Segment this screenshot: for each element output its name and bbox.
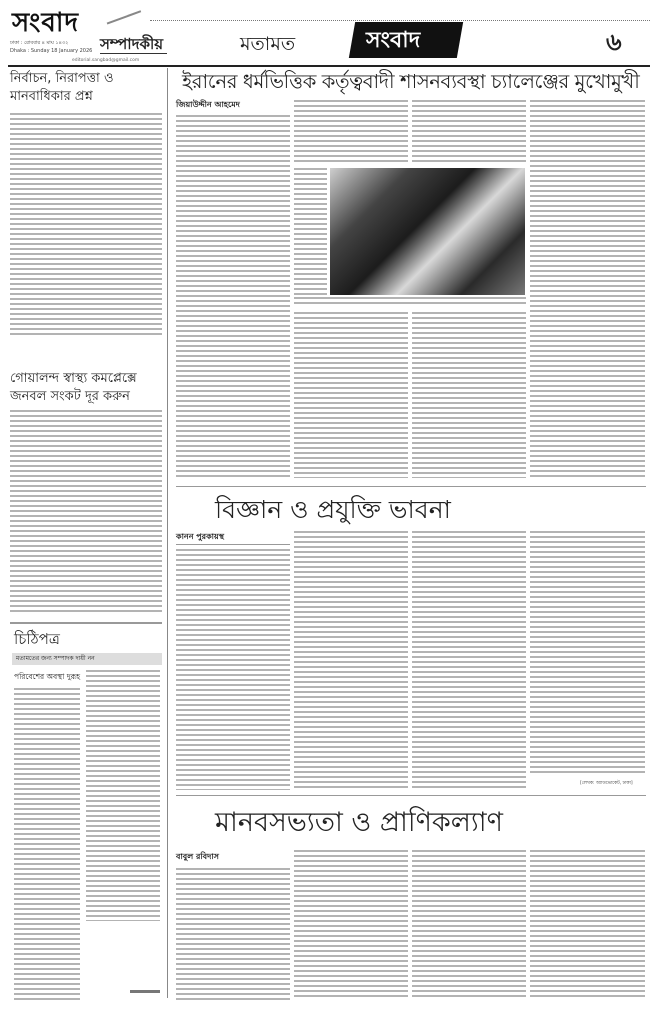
headline-line: মানবাধিকার প্রশ্ন (10, 89, 93, 104)
author-underline (176, 544, 290, 545)
science-article-col1 (176, 549, 290, 790)
dotted-line (150, 20, 650, 21)
column-divider (167, 68, 168, 998)
letter-body-col2 (86, 670, 160, 921)
letters-disclaimer-bar (12, 653, 162, 665)
headline-line: নির্বাচন, নিরাপত্তা ও (10, 71, 114, 86)
protest-photo (330, 168, 525, 295)
science-article-author: কানন পুরকায়স্থ (176, 532, 225, 541)
animal-article-col4 (530, 850, 645, 1000)
science-article-col3 (412, 531, 526, 790)
science-article-col4 (530, 531, 645, 776)
editorial-1-headline (10, 70, 114, 106)
section-opinion: মতামত (240, 33, 296, 55)
editorial-2-headline (10, 370, 137, 406)
masthead-rule (8, 65, 650, 67)
quill-icon (107, 10, 146, 35)
animal-article-headline: মানবসভ্যতা ও প্রাণিকল্যাণ (215, 807, 503, 838)
letters-rule (10, 622, 162, 624)
letters-title: চিঠিপত্র (14, 630, 60, 648)
photo-caption (294, 297, 526, 306)
headline-line: জনবল সংকট দূর করুন (10, 389, 130, 404)
iran-article-col4 (530, 100, 645, 478)
animal-article-col1 (176, 868, 290, 1000)
animal-article-author: বাবুল রবিদাস (176, 852, 219, 861)
iran-article-col2-left-strip (294, 168, 327, 295)
sangbad-logo: সংবাদ (12, 8, 80, 38)
section-rule (176, 486, 646, 487)
iran-article-col3-bottom (412, 312, 526, 478)
iran-article-col3-top (412, 100, 526, 165)
date-en: Dhaka : Sunday 18 January 2026 (10, 48, 93, 54)
science-article-headline: বিজ্ঞান ও প্রযুক্তি ভাবনা (215, 495, 451, 524)
iran-article-col2-bottom (294, 312, 408, 478)
date-bn: ঢাকা : রোববার ৪ মাঘ ১৪৩২ (10, 40, 69, 46)
editorial-2-body (10, 410, 162, 615)
letters-disclaimer: মতামতের জন্য সম্পাদক দায়ী নন (16, 655, 95, 662)
letter-title: পরিবেশের অবস্থা দুরূহ (14, 672, 81, 681)
animal-article-col3 (412, 850, 526, 1000)
section-editorial: সম্পাদকীয় (100, 36, 167, 54)
sangbad-logo-right: সংবাদ (366, 27, 421, 53)
letter-body-col1 (14, 688, 80, 1000)
headline-line: গোয়ালন্দ স্বাস্থ্য কমপ্লেক্সে (10, 371, 137, 386)
iran-article-col2-top (294, 100, 408, 165)
page-number: ৬ (606, 28, 622, 56)
iran-article-author: জিয়াউদ্দীন আহমেদ (176, 100, 240, 109)
editorial-email: editorial.sangbad@gmail.com (72, 58, 140, 63)
animal-article-col2 (294, 850, 408, 1000)
letter-signature (130, 990, 160, 993)
section-rule (176, 795, 646, 796)
iran-article-col1 (176, 115, 290, 478)
editorial-1-body (10, 113, 162, 335)
science-article-footnote: [লেখক: অ্যাডভোকেট, ঢাকা] (580, 781, 633, 786)
iran-article-headline: ইরানের ধর্মভিত্তিক কর্তৃত্ববাদী শাসনব্যবস্থা চ্যালেঞ্জের মুখোমুখী (182, 70, 640, 93)
science-article-col2 (294, 531, 408, 790)
